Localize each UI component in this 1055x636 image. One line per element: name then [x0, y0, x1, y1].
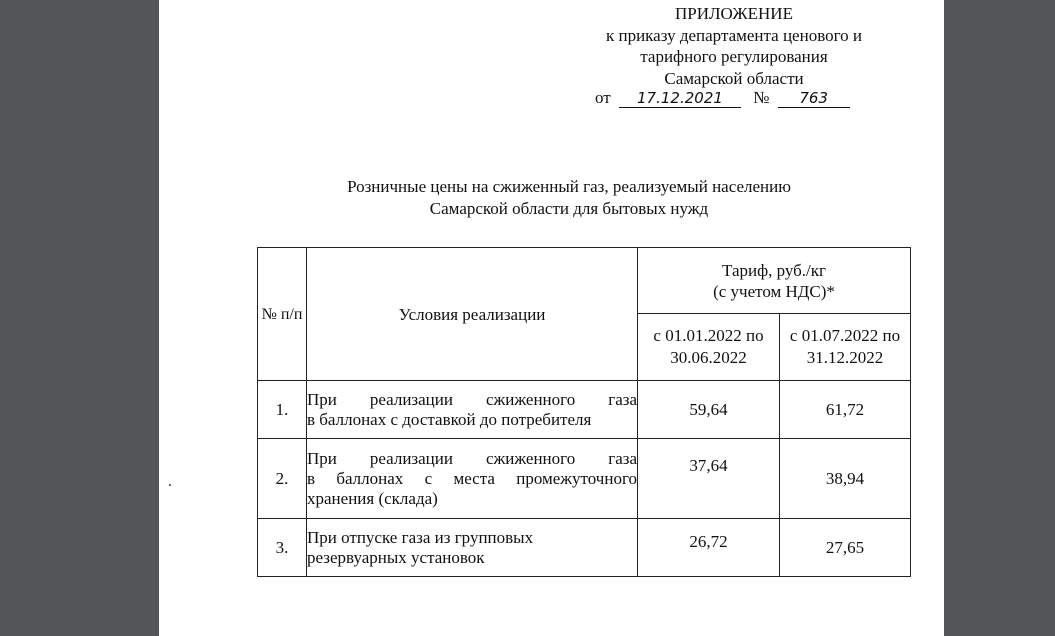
order-date: 17.12.2021	[619, 89, 741, 108]
row-conditions-line: При реализации сжиженного газа	[307, 389, 637, 409]
row-conditions-line: При отпуске газа из групповых	[307, 527, 534, 547]
order-number: 763	[778, 89, 850, 108]
row-price-period-1: 37,64	[638, 439, 780, 519]
header-conditions-label: Условия реализации	[398, 304, 546, 324]
header-period-1	[638, 314, 780, 381]
row-conditions-line: резервуарных установок	[307, 547, 485, 567]
table-row	[258, 519, 911, 577]
header-tariff-line-1: Тариф, руб./кг	[721, 260, 827, 280]
row-num: 3.	[258, 519, 307, 577]
period-1-line-2: 30.06.2022	[670, 348, 747, 367]
appendix-header	[569, 3, 899, 89]
row-price-period-1: 59,64	[638, 381, 780, 439]
period-1-line-1: с 01.01.2022 по	[653, 326, 764, 345]
order-date-number	[595, 88, 850, 108]
row-conditions	[307, 381, 638, 439]
period-2-line-1: с 01.07.2022 по	[789, 326, 901, 345]
row-price-period-2: 27,65	[780, 519, 911, 577]
header-num-label: № п/п	[261, 306, 303, 323]
row-price-period-1: 26,72	[638, 519, 780, 577]
appendix-line-3: тарифного регулирования	[640, 47, 828, 66]
document-title	[269, 176, 869, 220]
header-conditions	[307, 248, 638, 381]
row-price-period-2: 61,72	[780, 381, 911, 439]
row-conditions-line: При реализации сжиженного газа	[307, 448, 637, 468]
from-label: от	[595, 88, 611, 107]
document-page	[159, 0, 944, 636]
row-conditions-line: в баллонах с доставкой до потребителя	[307, 409, 592, 429]
table-row	[258, 381, 911, 439]
title-line-2: Самарской области для бытовых нужд	[429, 199, 709, 218]
number-sign: №	[753, 88, 770, 107]
row-conditions-line: в баллонах с места промежуточного	[307, 468, 637, 488]
scan-speck	[169, 484, 171, 486]
row-conditions	[307, 439, 638, 519]
table-row	[258, 439, 911, 519]
row-conditions	[307, 519, 638, 577]
title-line-1: Розничные цены на сжиженный газ, реализуемый населению	[347, 177, 791, 196]
row-num: 2.	[258, 439, 307, 519]
header-num	[258, 248, 307, 381]
header-tariff	[638, 248, 911, 314]
appendix-line-4: Самарской области	[664, 68, 804, 88]
header-tariff-line-2: (с учетом НДС)*	[713, 281, 835, 301]
row-num: 1.	[258, 381, 307, 439]
row-conditions-line: хранения (склада)	[307, 488, 438, 508]
appendix-title: ПРИЛОЖЕНИЕ	[675, 4, 793, 23]
tariff-table	[257, 247, 911, 577]
appendix-line-2: к приказу департамента ценового и	[605, 25, 863, 45]
header-row-1	[258, 248, 911, 314]
row-price-period-2: 38,94	[780, 439, 911, 519]
header-period-2	[780, 314, 911, 381]
period-2-line-2: 31.12.2022	[806, 348, 884, 367]
